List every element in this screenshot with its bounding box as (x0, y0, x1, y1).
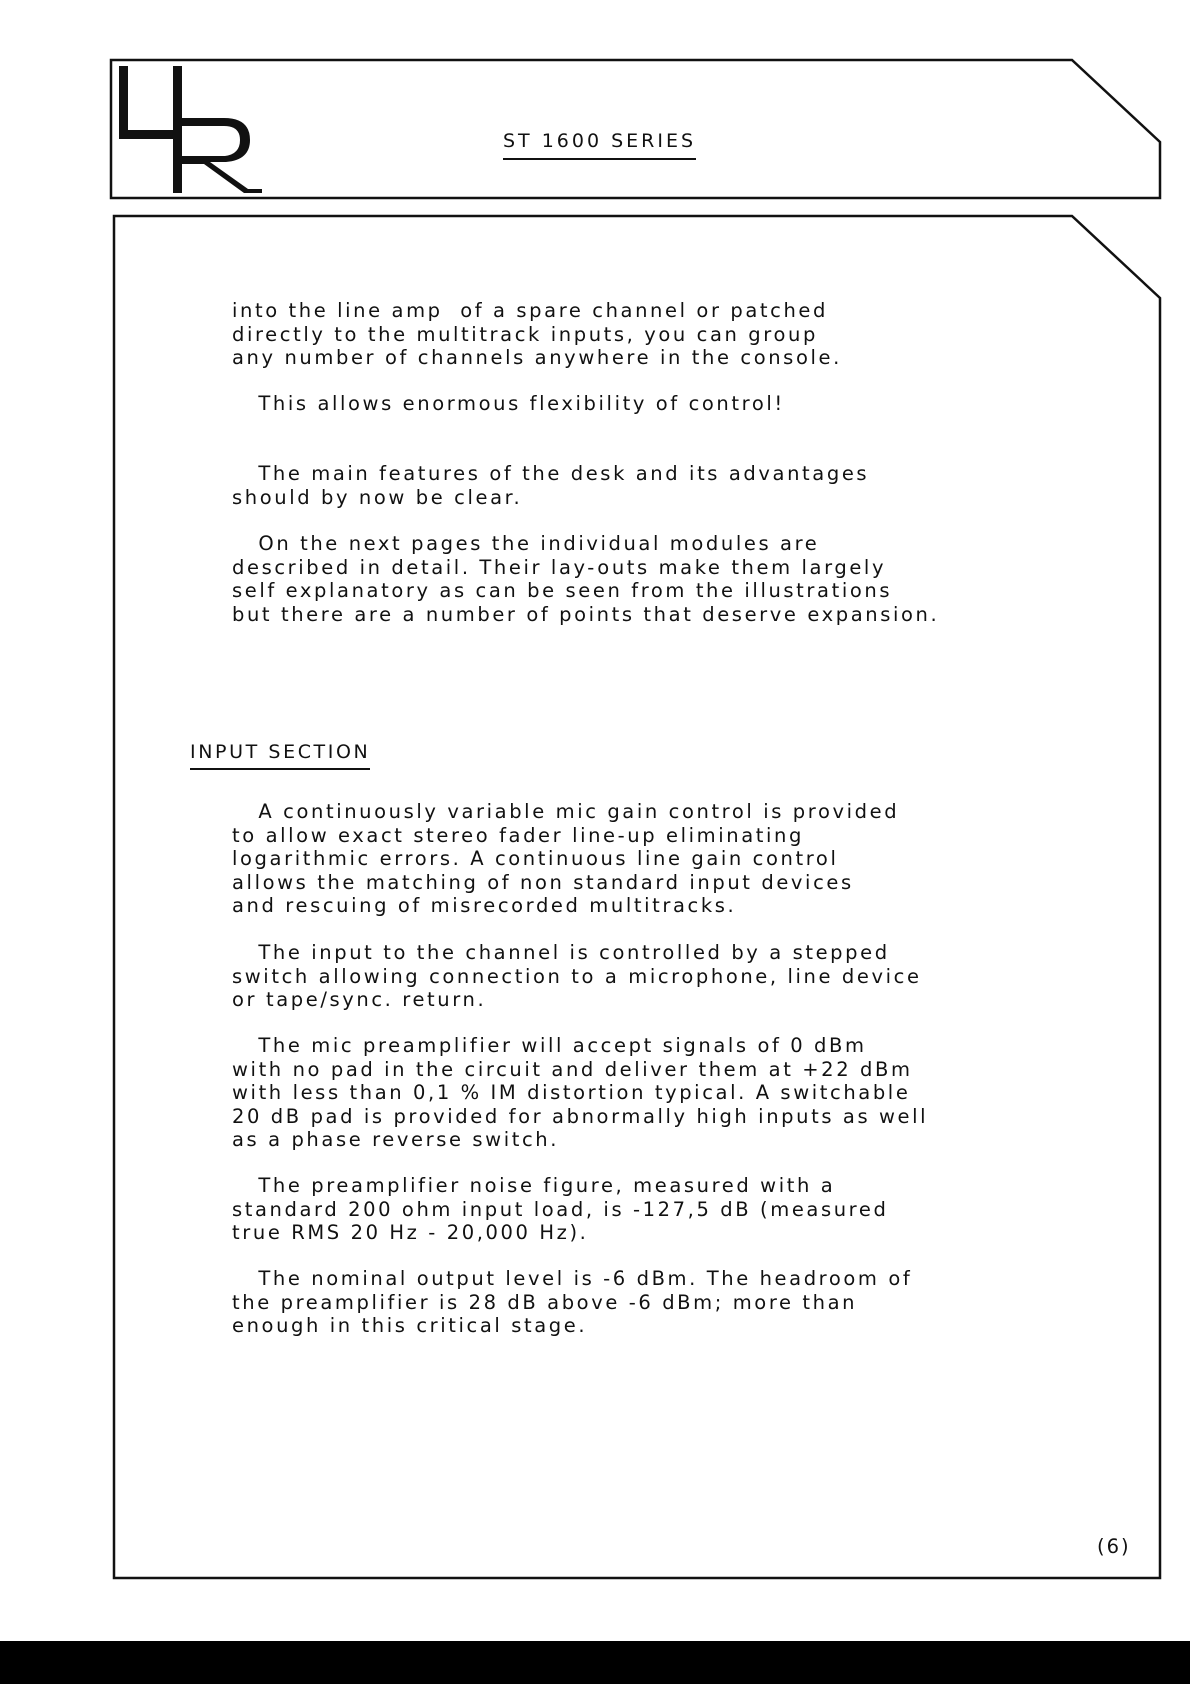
scan-border-bar (0, 1641, 1190, 1684)
paragraph-continued: into the line amp of a spare channel or patched directly to the multitrack inputs, you can group any number of channels anywhere in the console. (232, 299, 842, 369)
dr-logo (119, 66, 262, 193)
paragraph-input-switch: The input to the channel is controlled by a stepped switch allowing connection to a microphone, line device or tape/sync. return. (232, 941, 922, 1011)
page-number: (6) (1097, 1535, 1131, 1558)
paragraph-mic-preamp: The mic preamplifier will accept signals of 0 dBm with no pad in the circuit and deliver them at +22 dBm with less than 0,1 % IM distortion typical. A switchable 20 dB pad is provided for abnormally high inputs as well as a phase reverse switch. (232, 1034, 929, 1151)
series-title: ST 1600 SERIES (503, 130, 696, 160)
paragraph-gain-control: A continuously variable mic gain control is provided to allow exact stereo fader line-up eliminating logarithmic errors. A continuous line gain control allows the matching of non standard input devices and rescuing of misrecorded multitracks. (232, 800, 900, 917)
paragraph-modules: On the next pages the individual modules are described in detail. Their lay-outs make them largely self explanatory as can be seen from the illustrations but there are a number of points that deserve expansion. (232, 532, 940, 626)
paragraph-flexibility: This allows enormous flexibility of control! (232, 392, 785, 415)
paragraph-noise-figure: The preamplifier noise figure, measured with a standard 200 ohm input load, is -127,5 dB (measured true RMS 20 Hz - 20,000 Hz). (232, 1174, 889, 1244)
header-frame (111, 60, 1160, 198)
paragraph-features: The main features of the desk and its advantages should by now be clear. (232, 462, 870, 509)
section-heading-input: INPUT SECTION (190, 741, 370, 770)
paragraph-output-level: The nominal output level is -6 dBm. The headroom of the preamplifier is 28 dB above -6 dBm; more than enough in this critical stage. (232, 1267, 913, 1337)
